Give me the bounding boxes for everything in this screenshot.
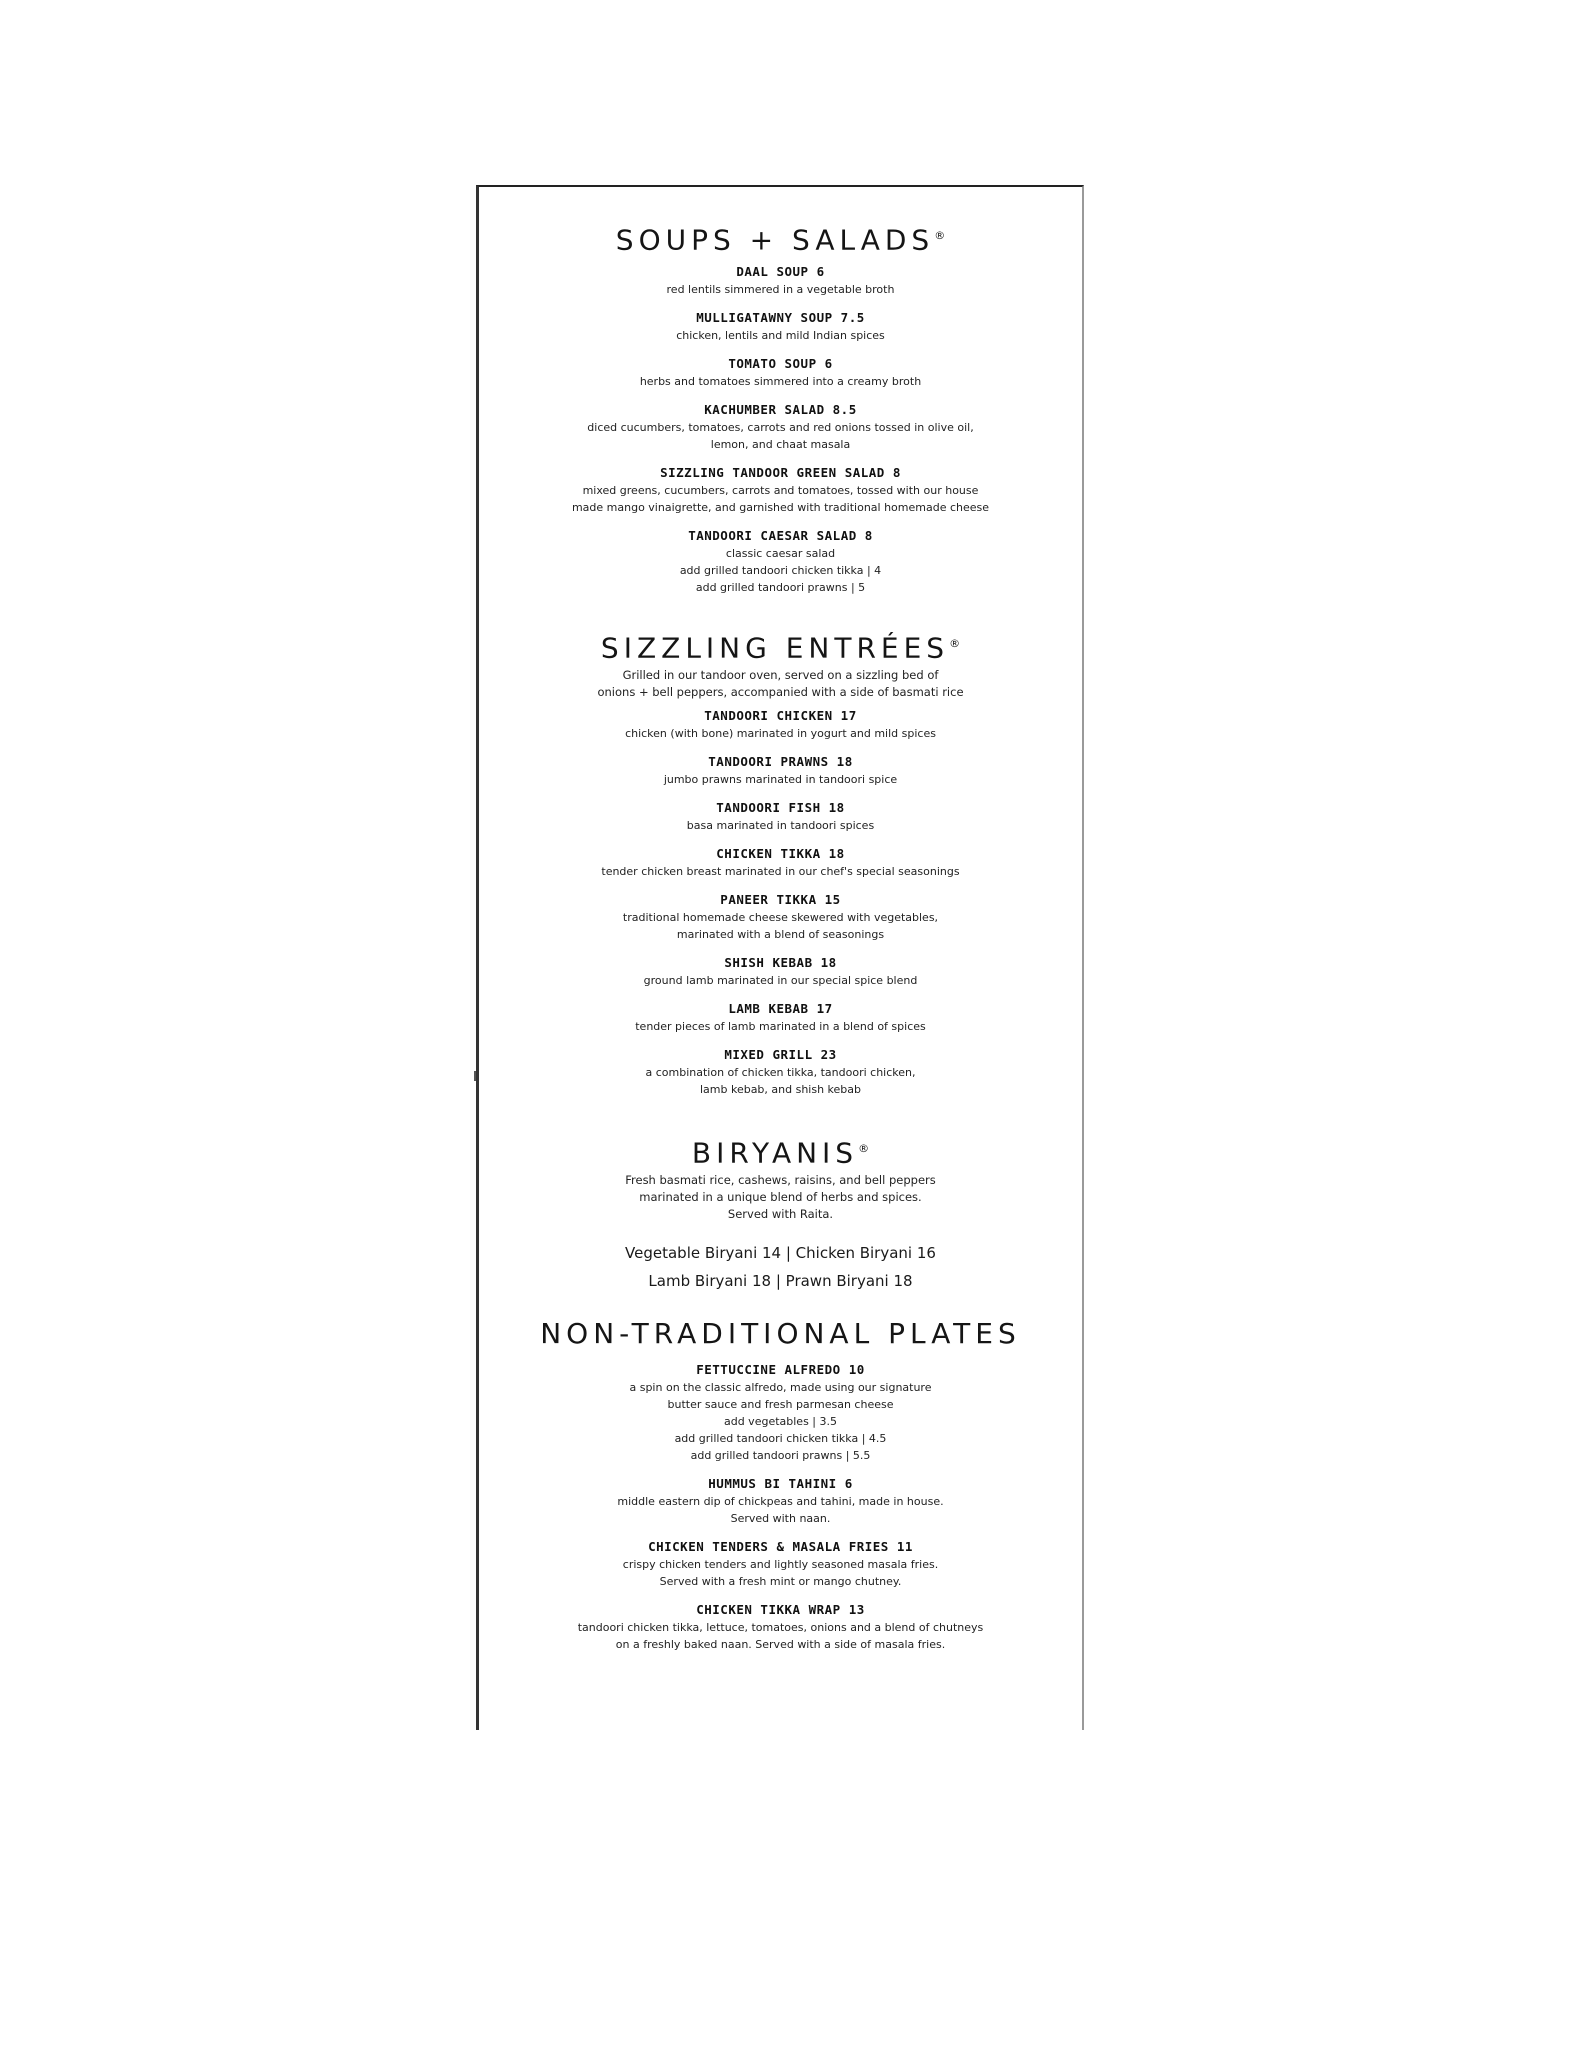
section-description <box>479 1172 1082 1223</box>
item-description: traditional homemade cheese skewered with vegetables, <box>622 911 939 925</box>
item-name: CHICKEN TIKKA WRAP 13 <box>696 1602 865 1617</box>
menu-item <box>479 1000 1082 1035</box>
item-description: jumbo prawns marinated in tandoori spice <box>663 773 898 787</box>
item-description: classic caesar salad <box>725 547 836 561</box>
item-description: a spin on the classic alfredo, made using our signature <box>629 1381 932 1394</box>
menu-item <box>479 527 1082 596</box>
menu-item <box>479 1361 1082 1464</box>
item-description: chicken, lentils and mild Indian spices <box>676 329 885 343</box>
item-description: middle eastern dip of chickpeas and tahini, made in house. <box>617 1495 944 1508</box>
item-description: herbs and tomatoes simmered into a creamy broth <box>639 375 922 389</box>
item-description: a combination of chicken tikka, tandoori chicken, <box>645 1066 916 1080</box>
item-name: TANDOORI PRAWNS 18 <box>708 754 853 770</box>
registered-mark: ® <box>858 1142 870 1155</box>
item-description: tandoori chicken tikka, lettuce, tomatoes, onions and a blend of chutneys <box>577 1621 984 1634</box>
item-description: Served with a fresh mint or mango chutney. <box>659 1575 902 1588</box>
item-name: TANDOORI CHICKEN 17 <box>704 708 857 724</box>
menu-item <box>479 309 1082 344</box>
item-name: PANEER TIKKA 15 <box>720 892 841 908</box>
item-name: DAAL SOUP 6 <box>736 264 825 280</box>
item-description: diced cucumbers, tomatoes, carrots and red onions tossed in olive oil, <box>587 421 974 435</box>
item-name: HUMMUS BI TAHINI 6 <box>708 1476 853 1491</box>
section-description-line: Grilled in our tandoor oven, served on a sizzling bed of <box>622 668 939 683</box>
item-name: MULLIGATAWNY SOUP 7.5 <box>696 310 865 326</box>
item-description: lamb kebab, and shish kebab <box>699 1083 862 1097</box>
item-name: KACHUMBER SALAD 8.5 <box>704 402 857 418</box>
section-title <box>479 219 1082 257</box>
item-description: made mango vinaigrette, and garnished with traditional homemade cheese <box>571 501 990 515</box>
item-description: marinated with a blend of seasonings <box>676 928 885 942</box>
section-description <box>479 667 1082 701</box>
item-name: TANDOORI FISH 18 <box>716 800 845 816</box>
item-description: mixed greens, cucumbers, carrots and tomatoes, tossed with our house <box>582 484 979 498</box>
section-title <box>479 1132 1082 1170</box>
item-description: tender chicken breast marinated in our chef's special seasonings <box>601 865 960 879</box>
menu-item <box>479 1475 1082 1527</box>
item-name: CHICKEN TENDERS & MASALA FRIES 11 <box>648 1539 913 1554</box>
biryani-list <box>479 1239 1082 1295</box>
item-description: basa marinated in tandoori spices <box>686 819 875 833</box>
item-description: lemon, and chaat masala <box>710 438 851 452</box>
item-name: SIZZLING TANDOOR GREEN SALAD 8 <box>660 465 901 481</box>
item-description: ground lamb marinated in our special spice blend <box>643 974 918 988</box>
menu-page <box>476 185 1084 1730</box>
menu-item <box>479 1046 1082 1098</box>
biryani-list-line: Vegetable Biryani 14 | Chicken Biryani 16 <box>625 1244 936 1263</box>
item-description: add grilled tandoori prawns | 5.5 <box>690 1449 871 1462</box>
section-soups-salads <box>479 219 1082 607</box>
menu-item <box>479 1538 1082 1590</box>
menu-item <box>479 263 1082 298</box>
menu-item <box>479 401 1082 453</box>
menu-item <box>479 753 1082 788</box>
menu-item <box>479 954 1082 989</box>
menu-item <box>479 891 1082 943</box>
item-description: add grilled tandoori prawns | 5 <box>695 581 866 595</box>
item-description: add grilled tandoori chicken tikka | 4.5 <box>674 1432 887 1445</box>
item-description: on a freshly baked naan. Served with a side of masala fries. <box>615 1638 946 1651</box>
section-title-text: SOUPS + SALADS <box>615 223 935 257</box>
item-name: MIXED GRILL 23 <box>724 1047 837 1063</box>
item-name: SHISH KEBAB 18 <box>724 955 837 971</box>
item-description: crispy chicken tenders and lightly seasoned masala fries. <box>622 1558 939 1571</box>
item-description: chicken (with bone) marinated in yogurt and mild spices <box>625 727 936 741</box>
section-non-traditional-plates <box>479 1317 1082 1664</box>
section-description-line: Fresh basmati rice, cashews, raisins, and bell peppers <box>625 1173 936 1188</box>
section-title-text: SIZZLING ENTRÉES <box>600 631 950 665</box>
item-name: FETTUCCINE ALFREDO 10 <box>696 1362 865 1377</box>
section-title-text: BIRYANIS <box>691 1136 859 1170</box>
menu-item <box>479 845 1082 880</box>
section-title <box>479 627 1082 665</box>
menu-item <box>479 355 1082 390</box>
item-description: Served with naan. <box>730 1512 831 1525</box>
section-description-line: marinated in a unique blend of herbs and spices. <box>639 1190 922 1205</box>
registered-mark: ® <box>934 229 946 242</box>
section-biryanis <box>479 1132 1082 1295</box>
section-description-line: onions + bell peppers, accompanied with a side of basmati rice <box>597 685 964 700</box>
section-description-line: Served with Raita. <box>727 1207 834 1222</box>
registered-mark: ® <box>949 637 961 650</box>
biryani-list-line: Lamb Biryani 18 | Prawn Biryani 18 <box>648 1272 913 1291</box>
item-description: add vegetables | 3.5 <box>723 1415 837 1428</box>
item-description: tender pieces of lamb marinated in a blend of spices <box>635 1020 926 1034</box>
section-sizzling-entrees <box>479 627 1082 1109</box>
section-title: NON-TRADITIONAL PLATES <box>540 1317 1021 1350</box>
item-name: TOMATO SOUP 6 <box>728 356 833 372</box>
menu-item <box>479 1601 1082 1653</box>
menu-item <box>479 799 1082 834</box>
item-name: LAMB KEBAB 17 <box>728 1001 833 1017</box>
item-name: CHICKEN TIKKA 18 <box>716 846 845 862</box>
menu-item <box>479 464 1082 516</box>
item-description: butter sauce and fresh parmesan cheese <box>667 1398 894 1411</box>
item-name: TANDOORI CAESAR SALAD 8 <box>688 528 873 544</box>
item-description: add grilled tandoori chicken tikka | 4 <box>679 564 882 578</box>
menu-item <box>479 707 1082 742</box>
item-description: red lentils simmered in a vegetable broth <box>666 283 895 297</box>
